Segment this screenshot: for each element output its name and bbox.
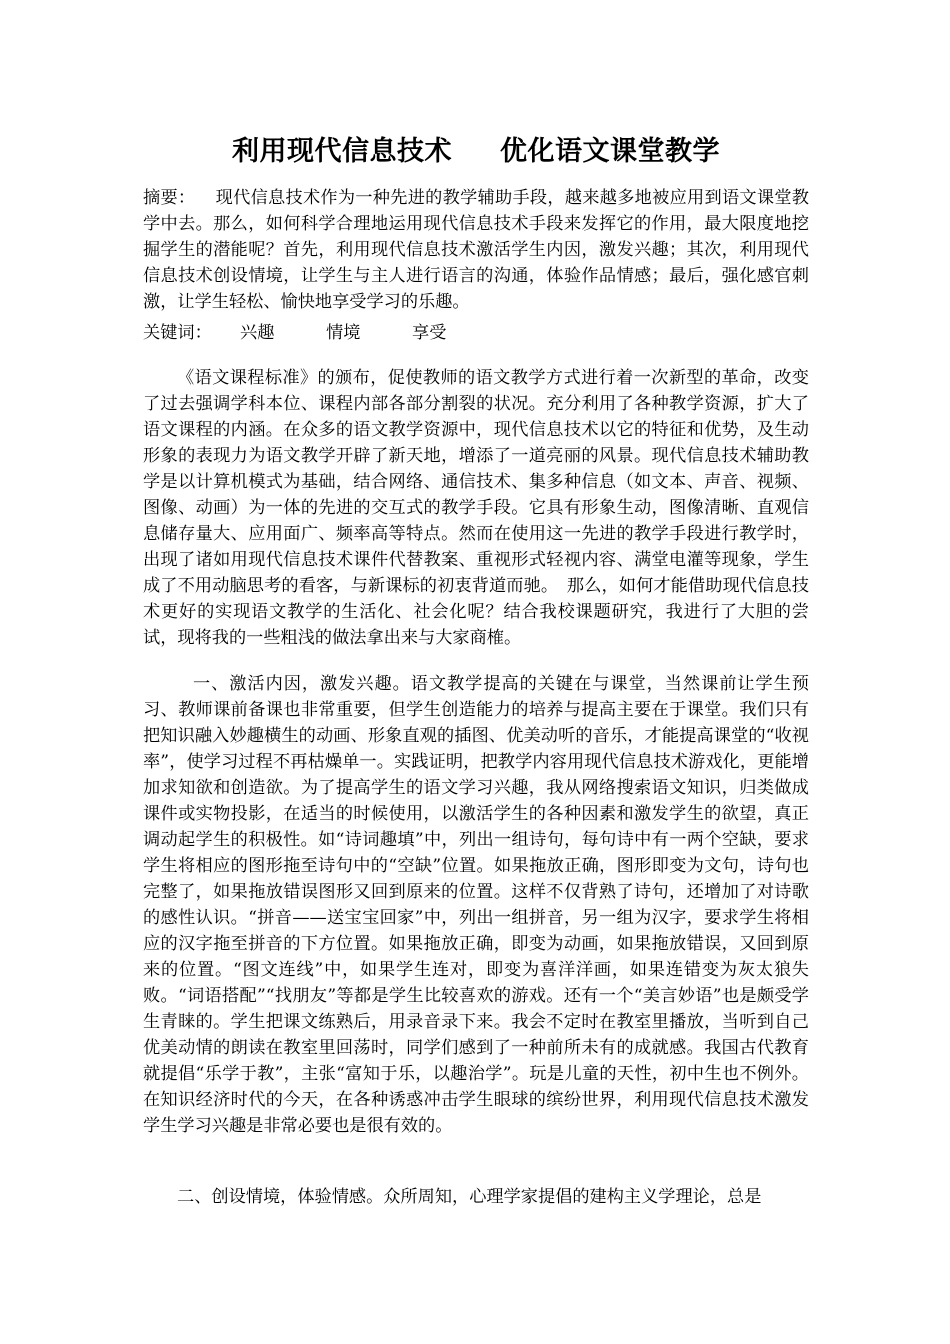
body-paragraph-section-1: 一、激活内因，激发兴趣。语文教学提高的关键在与课堂，当然课前让学生预习、教师课前备课也非常重要，但学生创造能力的培养与提高主要在于课堂。我们只有把知识融入妙趣横生的动画、形象直观的插图、优美动听的音乐，才能提高课堂的“收视率”，使学习过程不再枯燥单一。实践证明，把教学内容用现代信息技术游戏化，更能增加求知欲和创造欲。为了提高学生的语文学习兴趣，我从网络搜索语文知识，归类做成课件或实物投影，在适当的时候使用，以激活学生的各种因素和激发学生的欲望，真正调动起学生的积极性。如“诗词趣填”中，列出一组诗句，每句诗中有一两个空缺，要求学生将相应的图形拖至诗句中的“空缺”位置。如果拖放正确，图形即变为文句，诗句也完整了，如果拖放错误图形又回到原来的位置。这样不仅背熟了诗句，还增加了对诗歌的感性认识。“拼音——送宝宝回家”中，列出一组拼音，另一组为汉字，要求学生将相应的汉字拖至拼音的下方位置。如果拖放正确，即变为动画，如果拖放错误，又回到原来的位置。“图文连线”中，如果学生连对，即变为喜洋洋画，如果连错变为灰太狼失败。“词语搭配”“找朋友”等都是学生比较喜欢的游戏。还有一个“美言妙语”也是颇受学生青睐的。学生把课文练熟后，用录音录下来。我会不定时在教室里播放，当听到自己优美动情的朗读在教室里回荡时，同学们感到了一种前所未有的成就感。我国古代教育就提倡“乐学于教”，主张“富知于乐，以趣治学”。玩是儿童的天性，初中生也不例外。在知识经济时代的今天，在各种诱惑冲击学生眼球的缤纷世界，利用现代信息技术激发学生学习兴趣是非常必要也是很有效的。 <box>143 674 809 1136</box>
title-part-1: 利用现代信息技术 <box>232 136 452 167</box>
abstract-text: 现代信息技术作为一种先进的教学辅助手段，越来越多地被应用到语文课堂教学中去。那么，如何科学合理地运用现代信息技术手段来发挥它的作用，最大限度地挖掘学生的潜能呢？首先，利用现代信息技术激活学生内因，激发兴趣；其次，利用现代信息技术创设情境，让学生与主人进行语言的沟通，体验作品情感；最后，强化感官刺激，让学生轻松、愉快地享受学习的乐趣。 <box>143 188 809 312</box>
keywords-label: 关键词： <box>143 323 212 343</box>
keyword: 兴趣 <box>240 323 275 343</box>
body-paragraph-intro: 《语文课程标准》的颁布，促使教师的语文教学方式进行着一次新型的革命，改变了过去强调学科本位、课程内部各部分割裂的状况。充分利用了各种教学资源，扩大了语文课程的内涵。在众多的语文教学资源中，现代信息技术以它的特征和优势，及生动形象的表现力为语文教学开辟了新天地，增添了一道亮丽的风景。现代信息技术辅助教学是以计算机模式为基础，结合网络、通信技术、集多种信息（如文本、声音、视频、图像、动画）为一体的先进的交互式的教学手段。它具有形象生动，图像清晰、直观信息储存量大、应用面广、频率高等特点。然而在使用这一先进的教学手段进行教学时，出现了诸如用现代信息技术课件代替教案、重视形式轻视内容、满堂电灌等现象，学生成了不用动脑思考的看客，与新课标的初衷背道而驰。 那么，如何才能借助现代信息技术更好的实现语文教学的生活化、社会化呢？结合我校课题研究，我进行了大胆的尝试，现将我的一些粗浅的做法拿出来与大家商榷。 <box>143 368 809 648</box>
abstract-label: 摘要： <box>143 188 196 208</box>
title-part-2: 优化语文课堂教学 <box>500 136 720 167</box>
body-paragraph-section-2: 二、创设情境，体验情感。众所周知，心理学家提倡的建构主义学理论，总是 <box>177 1187 762 1207</box>
keywords-line <box>143 320 809 346</box>
abstract-paragraph <box>143 185 809 315</box>
keyword: 享受 <box>412 323 447 343</box>
document-title <box>143 133 809 171</box>
keyword: 情境 <box>326 323 361 343</box>
